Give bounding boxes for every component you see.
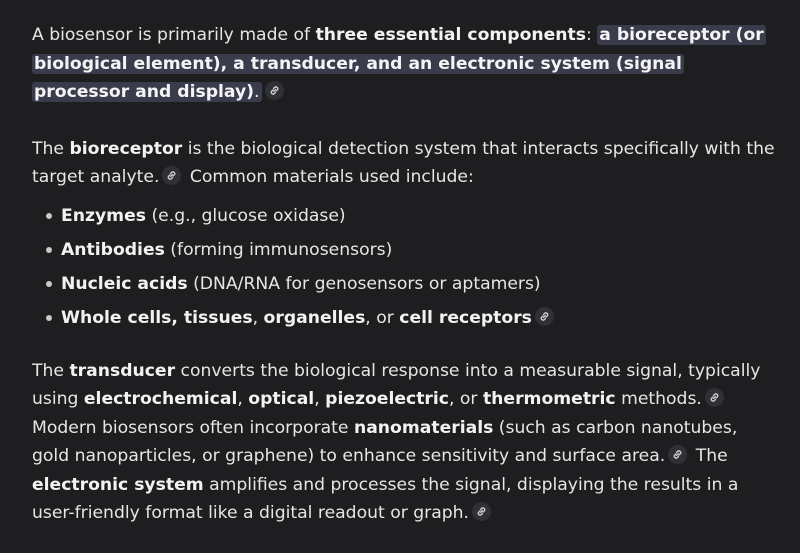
bold-text: optical [248,389,315,409]
paragraph-text: A biosensor is primarily made of [32,25,316,45]
paragraph-text: amplifies and processes the signal, displaying the results in a user-friendly format like a digital readout or graph. [32,474,739,523]
paragraph-text: . [254,82,260,102]
bold-text: thermometric [482,389,616,409]
citation-link-icon[interactable] [668,445,687,464]
bold-text: bioreceptor [69,138,183,159]
paragraph-text: is the biological detection system that interacts specifically with the target analyte. [32,138,775,187]
bold-text: cell receptors [399,307,532,328]
citation-link-icon[interactable] [472,502,491,521]
materials-list [32,199,777,335]
citation-link-icon[interactable] [265,81,284,100]
paragraph-text: (such as carbon nanotubes, gold nanoparticles, or graphene) to enhance sensitivity and surface area. [32,417,738,466]
bold-text: piezoelectric [325,389,449,409]
paragraph-components [32,21,777,107]
bold-text: three essential components [315,25,586,45]
paragraph-text: The [690,446,728,466]
paragraph-transducer [32,357,777,528]
paragraph-text: methods. [615,389,702,409]
list-item [61,199,777,233]
paragraph-text: Common materials used include: [184,167,474,187]
list-item-text: (e.g., glucose oxidase) [145,205,346,226]
citation-link-icon[interactable] [162,166,181,185]
paragraph-text: , [314,389,326,409]
bold-text: Whole cells, tissues [61,307,253,328]
list-item [61,267,777,301]
list-item-text: (DNA/RNA for genosensors or aptamers) [187,273,541,294]
citation-link-icon[interactable] [705,388,724,407]
bold-text: Antibodies [61,239,165,260]
paragraph-text: The [32,138,70,159]
list-item [61,301,777,335]
list-item-text: , [252,307,264,328]
paragraph-bioreceptor [32,135,777,192]
paragraph-text: , [237,389,249,409]
list-item [61,233,777,267]
bold-text: Enzymes [61,205,146,226]
list-item-text: (forming immunosensors) [164,239,393,260]
bold-text: transducer [69,360,176,381]
paragraph-text: The [32,360,70,381]
bold-text: nanomaterials [353,417,494,438]
bold-text: electrochemical [83,389,238,409]
bold-text: Nucleic acids [61,273,188,294]
paragraph-text: converts the biological response into a measurable signal, typically using [32,360,761,409]
bold-text: electronic system [32,474,204,495]
list-item-text: , or [365,307,400,328]
citation-link-icon[interactable] [535,307,554,326]
bold-text: a bioreceptor (or biological element), a transducer, and an electronic system (signal processor and display) [34,25,764,102]
answer-content [32,21,777,528]
bold-text: organelles [263,307,366,328]
paragraph-text: Modern biosensors often incorporate [32,417,354,438]
paragraph-text: , or [448,389,483,409]
paragraph-text: : [586,25,598,45]
